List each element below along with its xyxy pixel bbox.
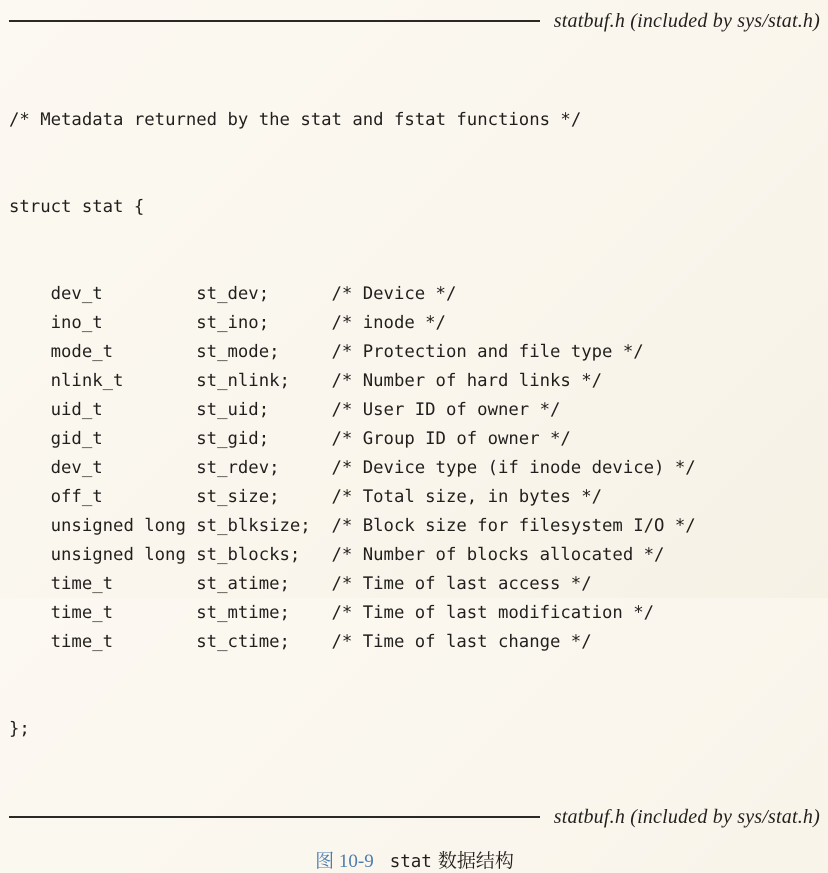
struct-field-row bbox=[9, 483, 820, 512]
field-name: st_dev; bbox=[196, 284, 270, 304]
field-comment: /* Time of last modification */ bbox=[331, 603, 655, 623]
field-type: ino_t bbox=[50, 313, 103, 333]
header-horizontal-rule bbox=[9, 20, 540, 22]
field-comment: /* User ID of owner */ bbox=[331, 400, 561, 420]
field-name: st_size; bbox=[196, 487, 280, 507]
field-type: time_t bbox=[50, 632, 114, 652]
caption-title-text: 数据结构 bbox=[437, 850, 514, 872]
struct-field-row bbox=[9, 454, 820, 483]
field-comment: /* Time of last access */ bbox=[331, 574, 592, 594]
field-name: st_rdev; bbox=[196, 458, 280, 478]
field-name: st_mode; bbox=[196, 342, 280, 362]
field-name: st_ctime; bbox=[196, 632, 290, 652]
field-type: dev_t bbox=[50, 458, 103, 478]
field-type: nlink_t bbox=[50, 371, 124, 391]
field-comment: /* Number of hard links */ bbox=[331, 371, 603, 391]
struct-open-line: struct stat { bbox=[9, 197, 145, 217]
struct-field-row bbox=[9, 599, 820, 628]
field-type: unsigned long bbox=[50, 545, 186, 565]
figure-number-label: 图 10-9 bbox=[315, 851, 374, 872]
field-type: mode_t bbox=[50, 342, 114, 362]
struct-field-row bbox=[9, 425, 820, 454]
field-comment: /* Group ID of owner */ bbox=[331, 429, 571, 449]
struct-field-row bbox=[9, 309, 820, 338]
struct-field-row bbox=[9, 338, 820, 367]
field-comment: /* Block size for filesystem I/O */ bbox=[331, 516, 696, 536]
field-type: time_t bbox=[50, 574, 114, 594]
struct-field-row bbox=[9, 280, 820, 309]
struct-field-row bbox=[9, 512, 820, 541]
field-type: time_t bbox=[50, 603, 114, 623]
struct-close-line: }; bbox=[9, 719, 30, 739]
field-name: st_mtime; bbox=[196, 603, 290, 623]
field-comment: /* Device */ bbox=[331, 284, 457, 304]
field-type: dev_t bbox=[50, 284, 103, 304]
caption-code-text: stat bbox=[389, 852, 432, 872]
field-type: gid_t bbox=[50, 429, 103, 449]
field-comment: /* Protection and file type */ bbox=[331, 342, 644, 362]
field-comment: /* Total size, in bytes */ bbox=[331, 487, 603, 507]
field-name: st_gid; bbox=[196, 429, 270, 449]
listing-footer bbox=[9, 802, 820, 832]
field-type: unsigned long bbox=[50, 516, 186, 536]
field-name: st_blocks; bbox=[196, 545, 301, 565]
field-name: st_atime; bbox=[196, 574, 290, 594]
listing-header-filename-label: statbuf.h (included by sys/stat.h) bbox=[553, 9, 820, 32]
listing-footer-filename-label: statbuf.h (included by sys/stat.h) bbox=[553, 805, 820, 828]
field-comment: /* inode */ bbox=[331, 313, 446, 333]
code-listing bbox=[9, 48, 820, 802]
field-name: st_nlink; bbox=[196, 371, 290, 391]
figure-caption bbox=[9, 846, 820, 873]
field-comment: /* Time of last change */ bbox=[331, 632, 592, 652]
listing-header bbox=[9, 6, 820, 36]
field-comment: /* Device type (if inode device) */ bbox=[331, 458, 696, 478]
footer-horizontal-rule bbox=[9, 816, 540, 818]
field-comment: /* Number of blocks allocated */ bbox=[331, 545, 665, 565]
code-comment-line: /* Metadata returned by the stat and fstat functions */ bbox=[9, 110, 582, 130]
field-name: st_uid; bbox=[196, 400, 270, 420]
struct-fields bbox=[9, 280, 820, 657]
struct-field-row bbox=[9, 628, 820, 657]
field-name: st_blksize; bbox=[196, 516, 311, 536]
field-type: off_t bbox=[50, 487, 103, 507]
struct-field-row bbox=[9, 541, 820, 570]
struct-field-row bbox=[9, 570, 820, 599]
field-name: st_ino; bbox=[196, 313, 270, 333]
struct-field-row bbox=[9, 367, 820, 396]
struct-field-row bbox=[9, 396, 820, 425]
field-type: uid_t bbox=[50, 400, 103, 420]
